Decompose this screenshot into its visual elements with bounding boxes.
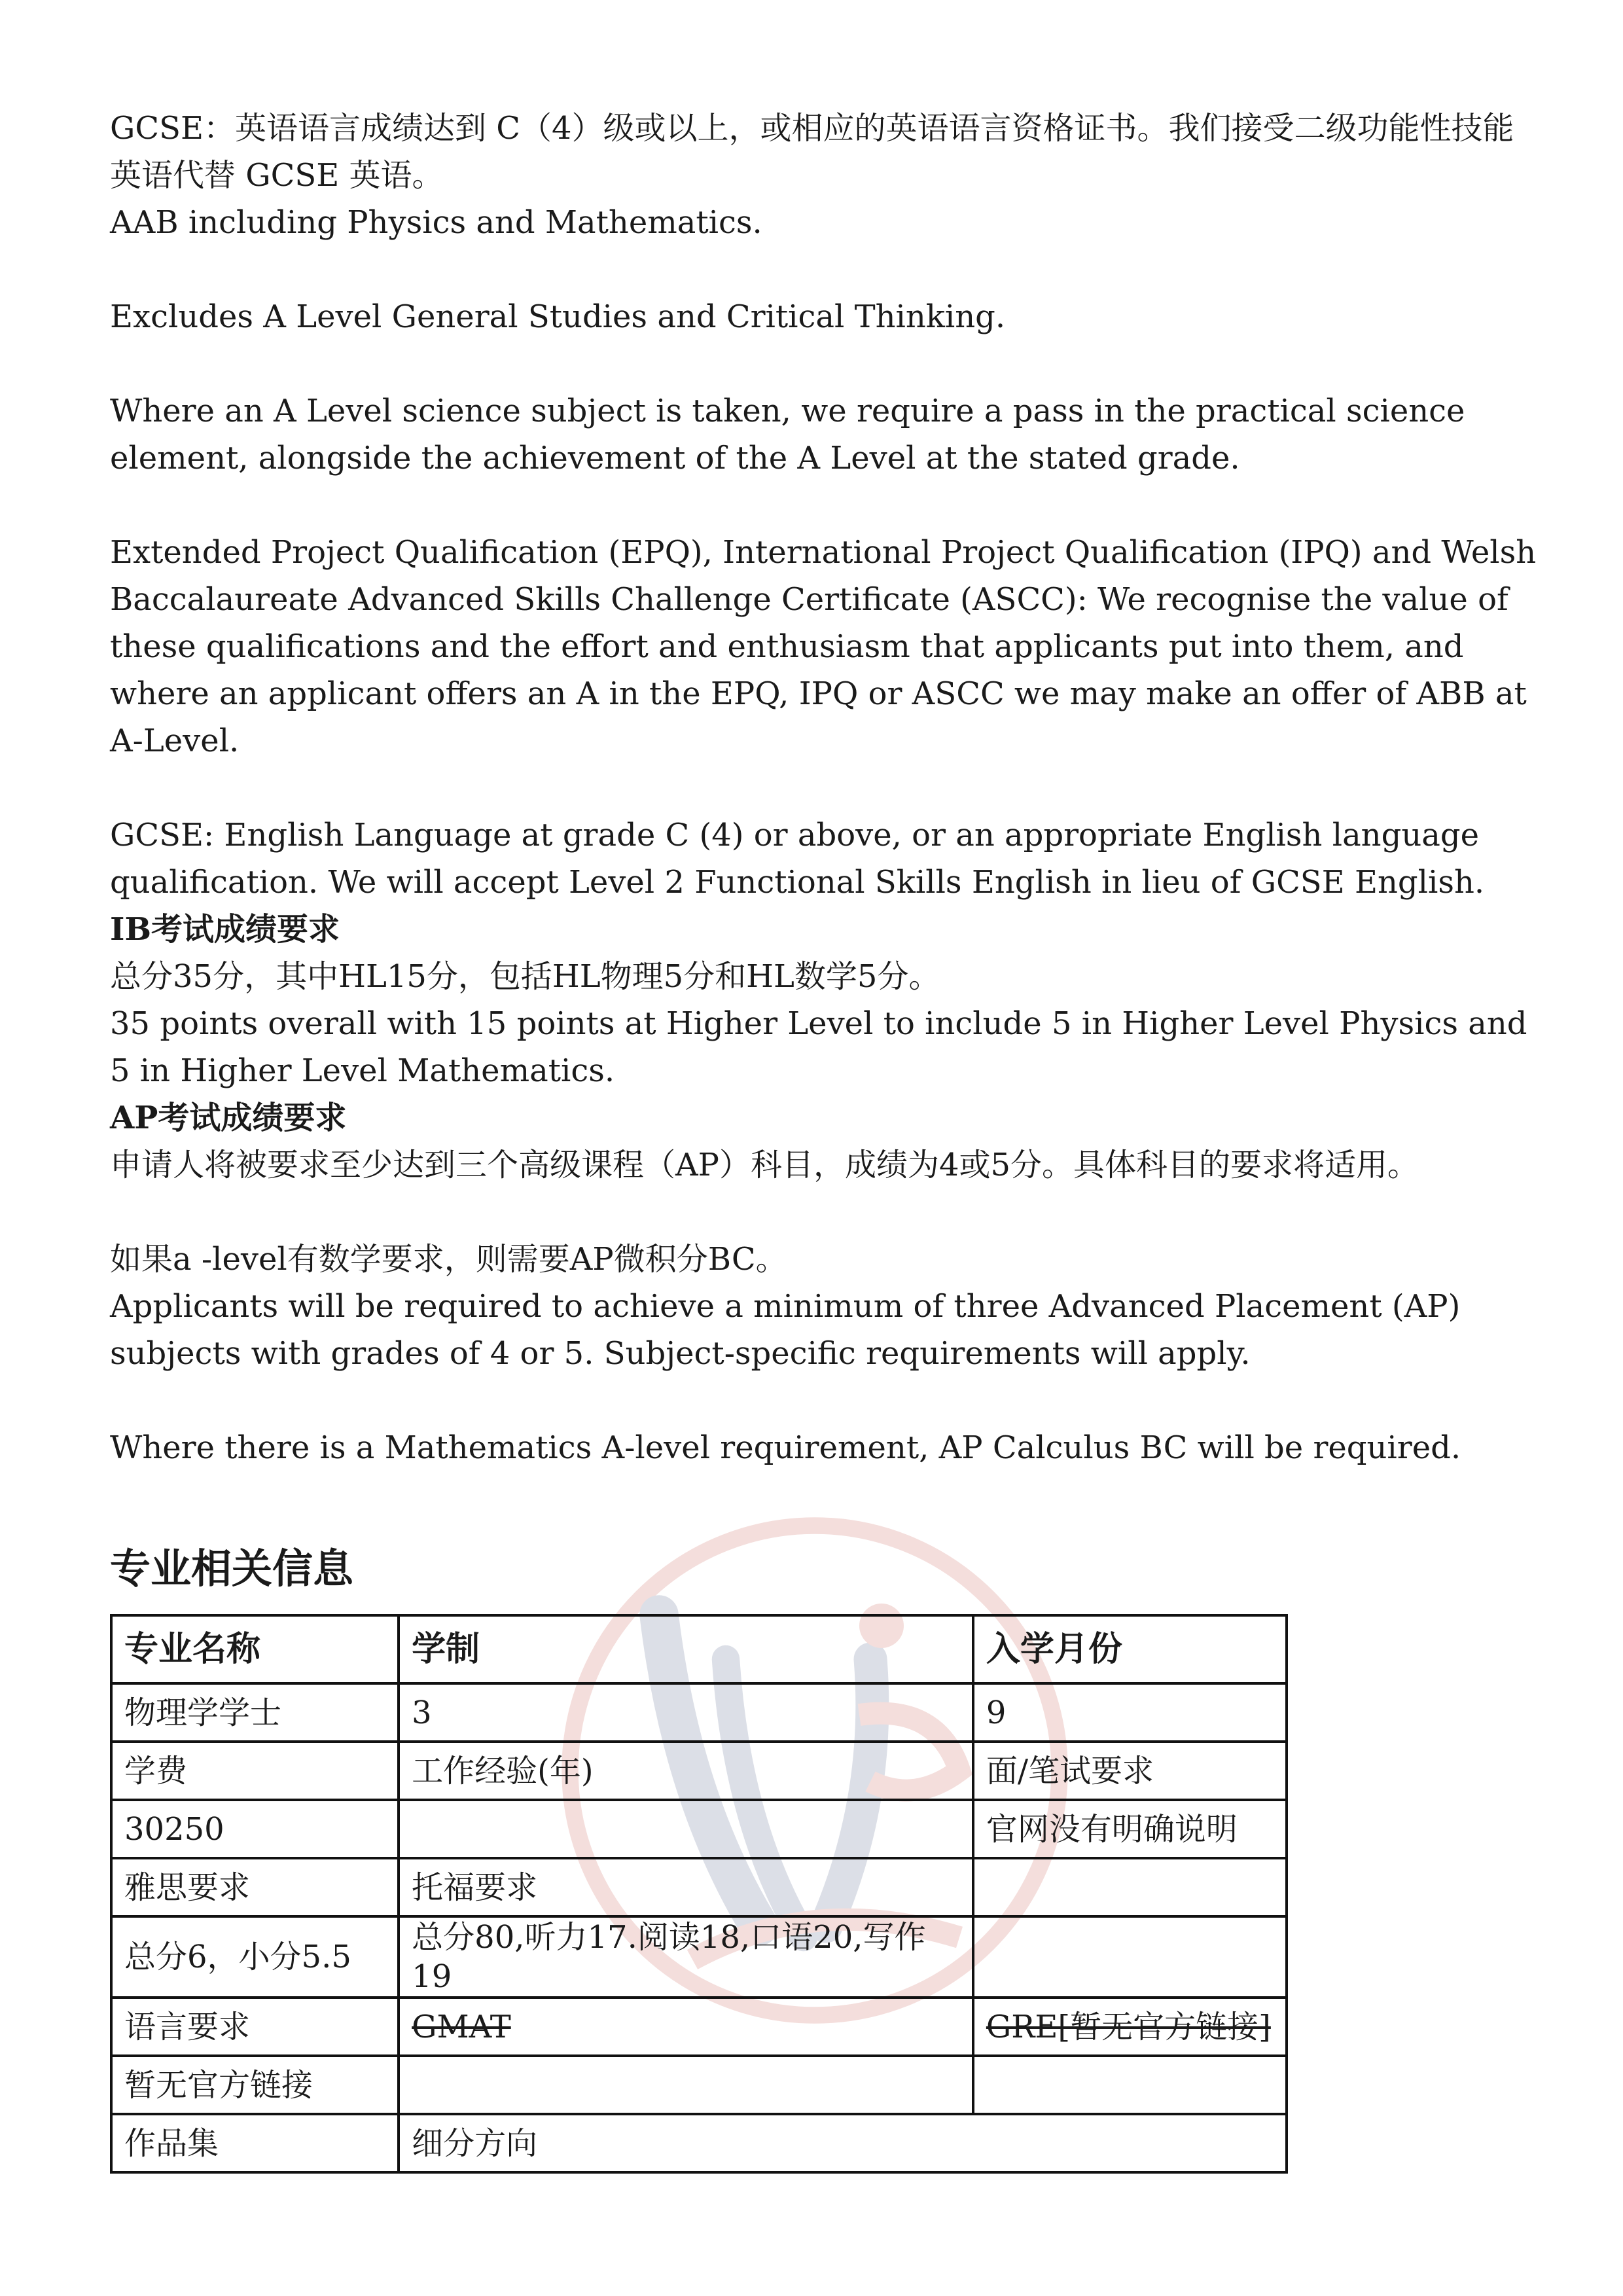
table-cell: 工作经验(年): [399, 1742, 973, 1800]
table-cell: [973, 2056, 1287, 2114]
table-row: [111, 2056, 1287, 2114]
header-cell: 入学月份: [973, 1615, 1287, 1683]
table-cell: 总分6，小分5.5: [111, 1916, 399, 1998]
table-row: [111, 2114, 1287, 2172]
table-row: [111, 1858, 1287, 1916]
table-cell: 细分方向: [399, 2114, 1287, 2172]
ap-cn-paragraph: 申请人将被要求至少达到三个高级课程（AP）科目，成绩为4或5分。具体科目的要求将适用。: [110, 1147, 1419, 1183]
table-row: [111, 1800, 1287, 1858]
gcse-cn-paragraph: GCSE：英语语言成绩达到 C（4）级或以上，或相应的英语语言资格证书。我们接受二级功能性技能英语代替 GCSE 英语。: [110, 110, 1514, 194]
table-cell: 作品集: [111, 2114, 399, 2172]
table-cell: 9: [973, 1683, 1287, 1742]
table-cell: 雅思要求: [111, 1858, 399, 1916]
table-header-row: [111, 1615, 1287, 1683]
program-info-table: [110, 1614, 1288, 2174]
table-cell: 暂无官方链接: [111, 2056, 399, 2114]
header-cell: 学制: [399, 1615, 973, 1683]
aab-paragraph: AAB including Physics and Mathematics.: [110, 204, 762, 241]
table-cell: 面/笔试要求: [973, 1742, 1287, 1800]
science-paragraph: Where an A Level science subject is taken, we require a pass in the practical science element, alongside the achievement of the A Level at the stated grade.: [110, 393, 1475, 476]
table-row: [111, 1683, 1287, 1742]
excludes-paragraph: Excludes A Level General Studies and Critical Thinking.: [110, 298, 1006, 335]
table-cell: 总分80,听力17.阅读18,口语20,写作19: [399, 1916, 973, 1998]
ap-en-paragraph: Applicants will be required to achieve a minimum of three Advanced Placement (AP) subjects with grades of 4 or 5. Subject-specific requirements will apply.: [110, 1288, 1471, 1372]
table-cell-struck: GRE[暂无官方链接]: [973, 1998, 1287, 2056]
table-cell: 学费: [111, 1742, 399, 1800]
ap-math-en-paragraph: Where there is a Mathematics A-level requirement, AP Calculus BC will be required.: [110, 1429, 1461, 1466]
epq-paragraph: Extended Project Qualification (EPQ), International Project Qualification (IPQ) and Welsh Baccalaureate Advanced Skills Challenge Certificate (ASCC): We recognise the value of these qualifications and the effort and enthusiasm that applicants put into them, and where an applicant offers an A in the EPQ, IPQ or ASCC we may make an offer of ABB at A-Level.: [110, 534, 1546, 759]
table-cell: [399, 2056, 973, 2114]
section-title: 专业相关信息: [110, 1545, 354, 1592]
table-cell: [973, 1916, 1287, 1998]
gcse-en-paragraph: GCSE: English Language at grade C (4) or above, or an appropriate English language qualification. We will accept Level 2 Functional Skills English in lieu of GCSE English.: [110, 817, 1489, 901]
header-cell: 专业名称: [111, 1615, 399, 1683]
ap-math-cn-paragraph: 如果a -level有数学要求，则需要AP微积分BC。: [110, 1241, 787, 1278]
table-row: [111, 1742, 1287, 1800]
requirements-text: [110, 105, 1546, 1471]
table-cell: 语言要求: [111, 1998, 399, 2056]
table-cell: 物理学学士: [111, 1683, 399, 1742]
table-cell-struck: GMAT: [399, 1998, 973, 2056]
table-cell: 30250: [111, 1800, 399, 1858]
table-cell: 托福要求: [399, 1858, 973, 1916]
table-row: [111, 1916, 1287, 1998]
ib-heading: IB考试成绩要求: [110, 911, 340, 948]
ib-en-paragraph: 35 points overall with 15 points at Higher Level to include 5 in Higher Level Physics and 5 in Higher Level Mathematics.: [110, 1005, 1537, 1089]
ib-cn-paragraph: 总分35分，其中HL15分，包括HL物理5分和HL数学5分。: [110, 958, 940, 995]
table-row: [111, 1998, 1287, 2056]
table-cell: [973, 1858, 1287, 1916]
table-cell: 官网没有明确说明: [973, 1800, 1287, 1858]
ap-heading: AP考试成绩要求: [110, 1100, 347, 1136]
table-cell: [399, 1800, 973, 1858]
table-cell: 3: [399, 1683, 973, 1742]
